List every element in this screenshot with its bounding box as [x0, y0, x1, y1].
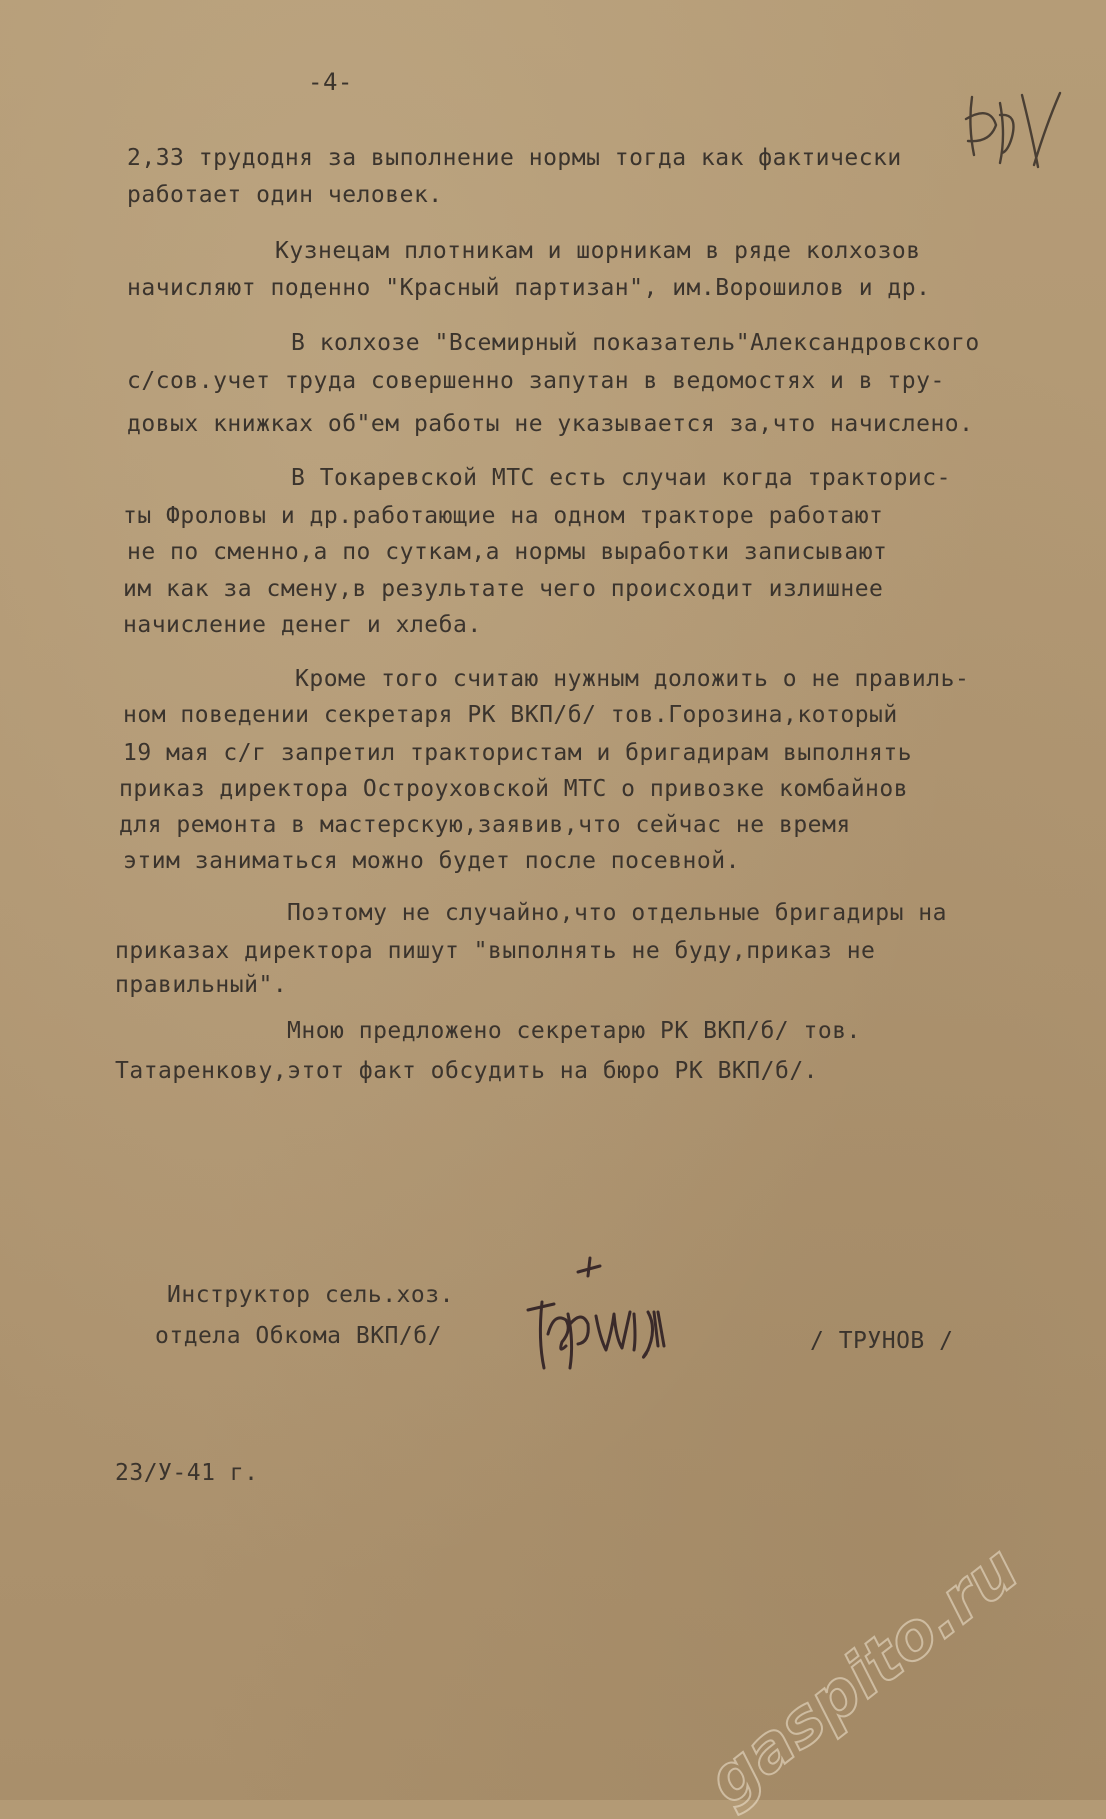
text-line: 2,33 трудодня за выполнение нормы тогда как фактически [127, 145, 902, 171]
text-line: приказ директора Остроуховской МТС о привозке комбайнов [119, 776, 909, 802]
text-line: им как за смену,в результате чего происходит излишнее [123, 576, 884, 602]
text-line: работает один человек. [127, 182, 443, 208]
signature-position-line1: Инструктор сель.хоз. [167, 1282, 454, 1308]
signature-position-line2: отдела Обкома ВКП/б/ [155, 1323, 442, 1349]
document-date: 23/У-41 г. [115, 1460, 259, 1486]
signatory-name: / ТРУНОВ / [810, 1328, 954, 1354]
text-line: Мною предложено секретарю РК ВКП/б/ тов. [287, 1018, 861, 1044]
watermark: gaspito.ru [694, 1532, 1033, 1819]
handwritten-signature [508, 1250, 698, 1380]
text-line: начисляют поденно "Красный партизан", им.Ворошилов и др. [127, 275, 931, 301]
text-line: Поэтому не случайно,что отдельные бригадиры на [287, 900, 947, 926]
text-line: Татаренкову,этот факт обсудить на бюро РК ВКП/б/. [115, 1058, 819, 1084]
text-line: не по сменно,а по суткам,а нормы выработки записывают [127, 539, 888, 565]
text-line: В колхозе "Всемирный показатель"Александровского [291, 330, 980, 356]
text-line: этим заниматься можно будет после посевной. [123, 848, 740, 874]
text-line: правильный". [115, 972, 288, 998]
text-line: для ремонта в мастерскую,заявив,что сейчас не время [119, 812, 851, 838]
text-line: начисление денег и хлеба. [123, 612, 482, 638]
text-line: Кроме того считаю нужным доложить о не правиль- [295, 666, 970, 692]
text-line: Кузнецам плотникам и шорникам в ряде колхозов [275, 238, 921, 264]
text-line: ты Фроловы и др.работающие на одном тракторе работают [123, 503, 884, 529]
page-number: -4- [308, 68, 353, 96]
text-line: 19 мая с/г запретил трактористам и бригадирам выполнять [123, 740, 913, 766]
text-line: довых книжках об"ем работы не указывается за,что начислено. [127, 411, 974, 437]
text-line: приказах директора пишут "выполнять не буду,приказ не [115, 938, 876, 964]
text-line: В Токаревской МТС есть случаи когда тракторис- [291, 465, 951, 491]
text-line: ном поведении секретаря РК ВКП/б/ тов.Горозина,который [123, 702, 898, 728]
margin-annotation [960, 85, 1070, 175]
text-line: с/сов.учет труда совершенно запутан в ведомостях и в тру- [127, 368, 945, 394]
